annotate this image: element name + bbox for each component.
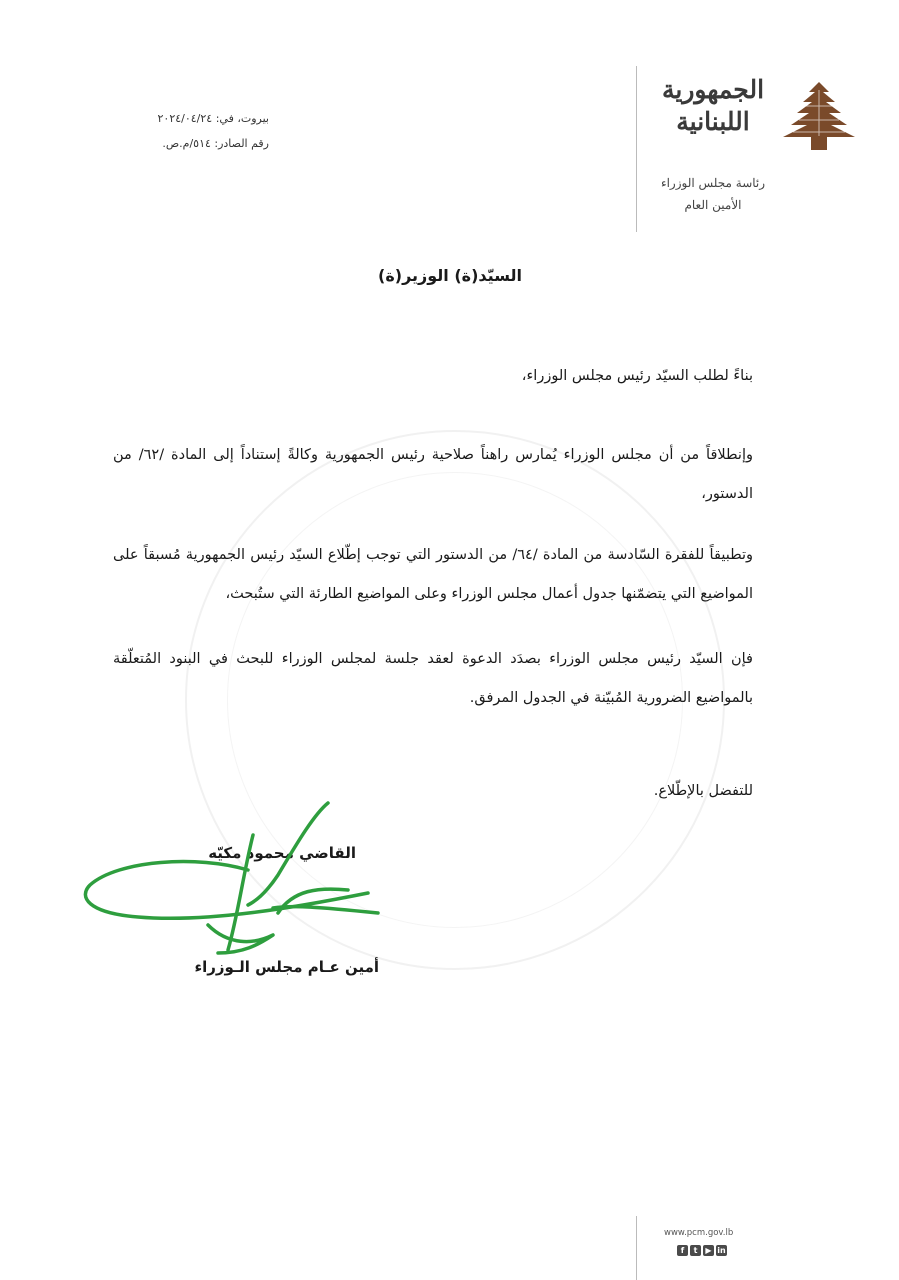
footer-divider (636, 1216, 637, 1280)
paragraph-2: وإنطلاقاً من أن مجلس الوزراء يُمارس راهناً صلاحية رئيس الجمهورية وكالةً إستناداً إلى المادة /٦٢/ من الدستور، (113, 447, 753, 502)
twitter-icon: t (690, 1245, 701, 1256)
website-url: www.pcm.gov.lb (664, 1228, 734, 1238)
header-divider (636, 66, 637, 232)
logo-line-republic: الجمهورية (661, 75, 765, 104)
signer-title: أمين عـام مجلس الـوزراء (194, 958, 379, 976)
social-icons (677, 1245, 727, 1256)
republic-logo-text (650, 74, 776, 138)
facebook-icon: f (677, 1245, 688, 1256)
logo-line-lebanese: اللبنانية (676, 107, 750, 136)
date-line: بيروت، في: ٢٠٢٤/٠٤/٢٤ (157, 112, 269, 125)
linkedin-icon: in (717, 1246, 726, 1255)
paragraph-4: فإن السيّد رئيس مجلس الوزراء بصدَد الدعوة لعقد جلسة لمجلس الوزراء للبحث في البنود المُتعلّقة بالمواضيع الضرورية المُبيّنة في الجدول المرفق. (113, 651, 753, 706)
youtube-icon: ▶ (703, 1245, 714, 1256)
cedar-tree-icon (779, 80, 859, 152)
signer-name: القاضي محمود مكيّه (208, 844, 356, 862)
salutation: السيّد(ة) الوزير(ة) (378, 266, 522, 285)
paragraph-1: بناءً لطلب السيّد رئيس مجلس الوزراء، (521, 368, 753, 384)
office-subtitle: الأمين العام (684, 198, 742, 212)
handwritten-signature (78, 795, 383, 960)
paragraph-3: وتطبيقاً للفقرة السّادسة من المادة /٦٤/ من الدستور التي توجب إطّلاع السيّد رئيس الجمهورية مُسبقاً على المواضيع التي يتضمّنها جدول أعمال مجلس الوزراء وعلى المواضيع الطارئة التي ستُبحث، (113, 547, 753, 602)
closing-line: للتفضل بالإطّلاع. (653, 783, 753, 799)
office-name: رئاسة مجلس الوزراء (660, 176, 766, 190)
reference-number: رقم الصادر: ٥١٤/م.ص. (162, 137, 269, 150)
